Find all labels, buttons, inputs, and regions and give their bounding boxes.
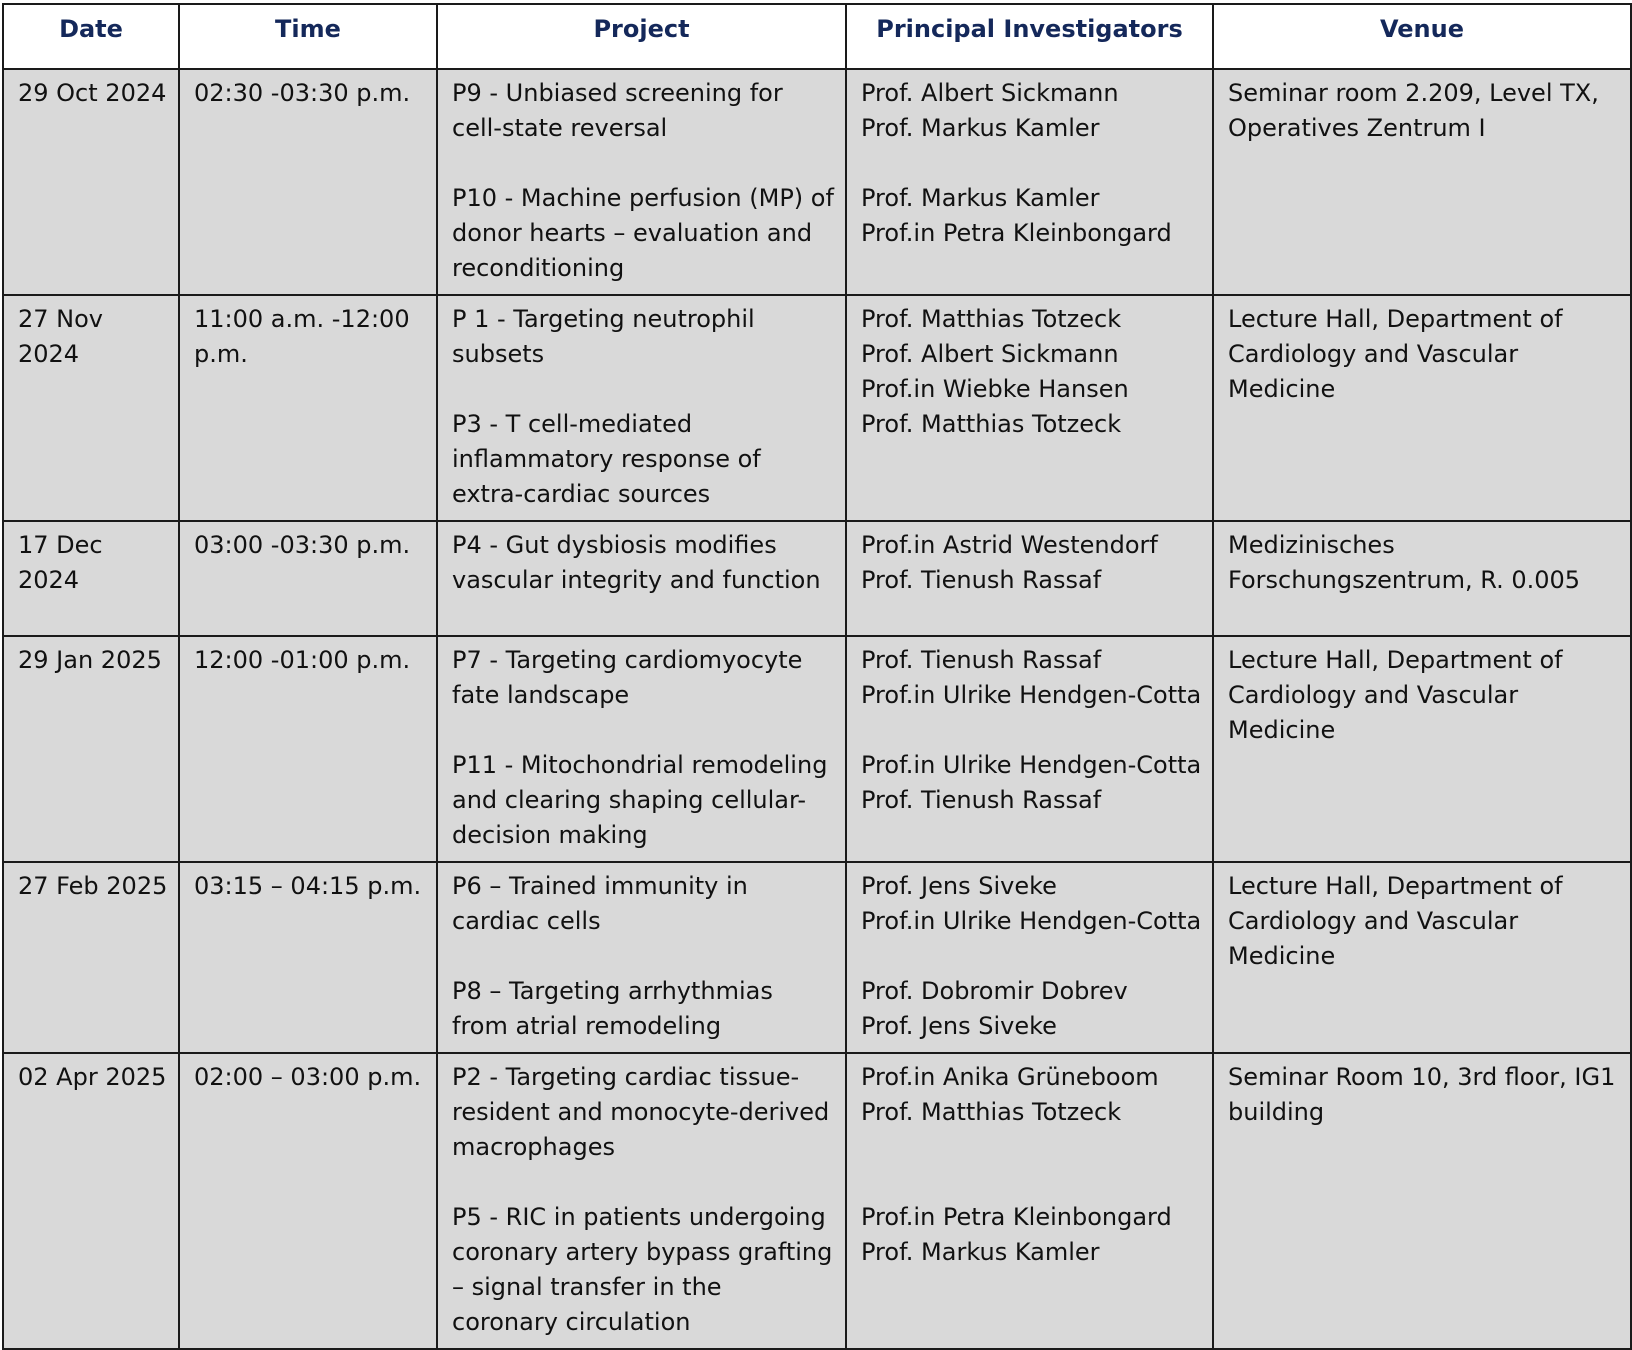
investigator-name: Prof. Matthias Totzeck (861, 1098, 1122, 1126)
cell-venue: Lecture Hall, Department of Cardiology and Vascular Medicine (1213, 636, 1631, 862)
cell-project (437, 295, 846, 521)
project-entry: P2 - Targeting cardiac tissue-resident and monocyte-derived macrophages (452, 1063, 830, 1161)
project-entry: P11 - Mitochondrial remodeling and clearing shaping cellular-decision making (452, 751, 828, 849)
cell-date: 27 Nov 2024 (3, 295, 179, 521)
table-row (3, 1053, 1631, 1349)
cell-time: 03:00 -03:30 p.m. (179, 521, 437, 636)
investigator-name: Prof. Tienush Rassaf (861, 786, 1102, 814)
cell-project (437, 521, 846, 636)
header-time: Time (179, 4, 437, 69)
investigator-name: Prof. Jens Siveke (861, 872, 1057, 900)
cell-venue: Seminar room 2.209, Level TX, Operatives Zentrum I (1213, 69, 1631, 295)
cell-time: 03:15 – 04:15 p.m. (179, 862, 437, 1053)
cell-venue: Lecture Hall, Department of Cardiology and Vascular Medicine (1213, 295, 1631, 521)
cell-time: 11:00 a.m. -12:00 p.m. (179, 295, 437, 521)
investigator-name: Prof. Markus Kamler (861, 1238, 1100, 1266)
investigator-name: Prof.in Petra Kleinbongard (861, 219, 1172, 247)
cell-date: 29 Jan 2025 (3, 636, 179, 862)
cell-investigators (846, 636, 1213, 862)
investigator-group (861, 974, 1202, 1044)
project-entry: P6 – Trained immunity in cardiac cells (452, 872, 748, 935)
cell-venue: Seminar Room 10, 3rd floor, IG1 building (1213, 1053, 1631, 1349)
project-entry: P8 – Targeting arrhythmias from atrial remodeling (452, 977, 773, 1040)
investigator-name: Prof.in Wiebke Hansen (861, 375, 1129, 403)
investigator-name: Prof. Matthias Totzeck (861, 410, 1122, 438)
header-venue: Venue (1213, 4, 1631, 69)
project-entry: P7 - Targeting cardiomyocyte fate landscape (452, 646, 803, 709)
investigator-name: Prof. Markus Kamler (861, 114, 1100, 142)
investigator-group (861, 643, 1202, 713)
cell-venue: Medizinisches Forschungszentrum, R. 0.005 (1213, 521, 1631, 636)
investigator-name: Prof.in Astrid Westendorf (861, 531, 1158, 559)
header-investigators: Principal Investigators (846, 4, 1213, 69)
investigator-group (861, 181, 1202, 251)
cell-date: 27 Feb 2025 (3, 862, 179, 1053)
table-row (3, 862, 1631, 1053)
investigator-group (861, 302, 1202, 442)
table-row (3, 636, 1631, 862)
cell-date: 17 Dec 2024 (3, 521, 179, 636)
cell-time: 12:00 -01:00 p.m. (179, 636, 437, 862)
investigator-group (861, 1200, 1202, 1270)
investigator-name: Prof.in Ulrike Hendgen-Cotta (861, 907, 1202, 935)
investigator-group (861, 748, 1202, 818)
table-row (3, 521, 1631, 636)
cell-project (437, 1053, 846, 1349)
cell-project (437, 69, 846, 295)
header-date: Date (3, 4, 179, 69)
cell-time: 02:00 – 03:00 p.m. (179, 1053, 437, 1349)
project-entry: P4 - Gut dysbiosis modifies vascular integrity and function (452, 531, 821, 594)
project-entry: P9 - Unbiased screening for cell-state reversal (452, 79, 783, 142)
cell-project (437, 862, 846, 1053)
investigator-name: Prof. Tienush Rassaf (861, 566, 1102, 594)
investigator-name: Prof. Dobromir Dobrev (861, 977, 1128, 1005)
project-entry: P 1 - Targeting neutrophil subsets (452, 305, 755, 368)
investigator-name: Prof. Jens Siveke (861, 1012, 1057, 1040)
investigator-group (861, 1060, 1202, 1130)
investigator-name: Prof. Matthias Totzeck (861, 305, 1122, 333)
investigator-name: Prof.in Anika Grüneboom (861, 1063, 1159, 1091)
project-entry: P3 - T cell-mediated inflammatory response of extra-cardiac sources (452, 410, 761, 508)
cell-investigators (846, 295, 1213, 521)
investigator-name: Prof.in Petra Kleinbongard (861, 1203, 1172, 1231)
investigator-group (861, 869, 1202, 939)
investigator-name: Prof.in Ulrike Hendgen-Cotta (861, 681, 1202, 709)
cell-date: 02 Apr 2025 (3, 1053, 179, 1349)
investigator-name: Prof.in Ulrike Hendgen-Cotta (861, 751, 1202, 779)
header-project: Project (437, 4, 846, 69)
investigator-group (861, 528, 1202, 598)
cell-project (437, 636, 846, 862)
header-row (3, 4, 1631, 69)
investigator-group (861, 76, 1202, 146)
cell-investigators (846, 521, 1213, 636)
cell-investigators (846, 862, 1213, 1053)
project-entry: P10 - Machine perfusion (MP) of donor hearts – evaluation and reconditioning (452, 184, 834, 282)
project-entry: P5 - RIC in patients undergoing coronary artery bypass grafting – signal transfer in the coronary circulation (452, 1203, 833, 1336)
cell-investigators (846, 69, 1213, 295)
investigator-name: Prof. Tienush Rassaf (861, 646, 1102, 674)
investigator-name: Prof. Albert Sickmann (861, 79, 1119, 107)
table-row (3, 295, 1631, 521)
cell-time: 02:30 -03:30 p.m. (179, 69, 437, 295)
cell-date: 29 Oct 2024 (3, 69, 179, 295)
cell-investigators (846, 1053, 1213, 1349)
seminar-schedule-table (2, 3, 1632, 1350)
cell-venue: Lecture Hall, Department of Cardiology and Vascular Medicine (1213, 862, 1631, 1053)
table-row (3, 69, 1631, 295)
investigator-name: Prof. Albert Sickmann (861, 340, 1119, 368)
investigator-name: Prof. Markus Kamler (861, 184, 1100, 212)
